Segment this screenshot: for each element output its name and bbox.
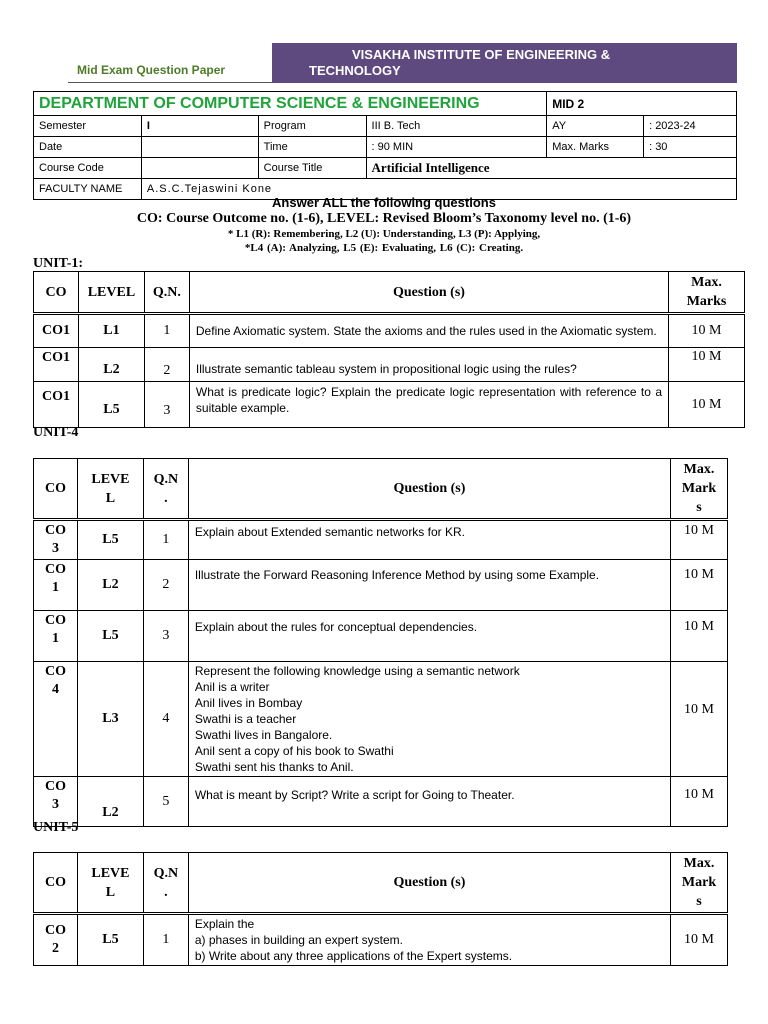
marks-cell: 10 M <box>671 611 728 662</box>
header-question: Question (s) <box>188 459 670 520</box>
instructions-heading: Answer ALL the following questions <box>272 195 496 210</box>
institute-name-line2: TECHNOLOGY <box>309 63 401 78</box>
time-label: Time <box>258 137 366 158</box>
co-cell: CO 3 <box>34 520 78 560</box>
faculty-label: FACULTY NAME <box>34 179 142 200</box>
table-row <box>34 314 745 348</box>
ay-label: AY <box>547 116 644 137</box>
level-cell: L5 <box>78 382 144 428</box>
header-co: CO <box>34 459 78 520</box>
semester-label: Semester <box>34 116 142 137</box>
institute-name-line1: VISAKHA INSTITUTE OF ENGINEERING & <box>352 47 611 62</box>
table-row <box>34 777 728 827</box>
table-row <box>34 662 728 777</box>
program-value: III B. Tech <box>366 116 547 137</box>
marks-cell: 10 M <box>671 777 728 827</box>
qn-cell: 2 <box>143 560 188 611</box>
institute-banner <box>272 43 737 83</box>
max-marks-label: Max. Marks <box>547 137 644 158</box>
co-cell: CO1 <box>34 314 79 348</box>
level-cell: L5 <box>77 520 143 560</box>
marks-cell: 10 M <box>669 314 745 348</box>
ay-value: : 2023-24 <box>644 116 737 137</box>
marks-cell: 10 M <box>671 560 728 611</box>
course-title-value: Artificial Intelligence <box>366 158 736 179</box>
question-cell: Explain the a) phases in building an expert system. b) Write about any three applications of the Expert systems. <box>188 914 670 966</box>
level-cell: L1 <box>78 314 144 348</box>
level-cell: L2 <box>77 560 143 611</box>
header-question: Question (s) <box>189 272 668 314</box>
co-cell: CO 4 <box>34 662 78 777</box>
qn-cell: 4 <box>143 662 188 777</box>
qn-cell: 2 <box>144 348 189 382</box>
co-level-legend: CO: Course Outcome no. (1-6), LEVEL: Revised Bloom’s Taxonomy level no. (1-6) <box>136 211 632 226</box>
level-cell: L5 <box>77 611 143 662</box>
header-co: CO <box>34 853 78 914</box>
level-cell: L2 <box>77 777 143 827</box>
department-name: DEPARTMENT OF COMPUTER SCIENCE & ENGINEERING <box>34 92 547 116</box>
table-row <box>34 560 728 611</box>
co-cell: CO1 <box>34 382 79 428</box>
marks-cell: 10 M <box>669 348 745 382</box>
question-cell: Explain about Extended semantic networks for KR. <box>188 520 670 560</box>
level-cell: L3 <box>77 662 143 777</box>
question-cell: Define Axiomatic system. State the axioms and the rules used in the Axiomatic system. <box>189 314 668 348</box>
level-legend-line2: *L4 (A): Analyzing, L5 (E): Evaluating, L6 (C): Creating. <box>244 242 524 254</box>
co-cell: CO 1 <box>34 611 78 662</box>
marks-cell: 10 M <box>671 662 728 777</box>
level-legend-line1: * L1 (R): Remembering, L2 (U): Understanding, L3 (P): Applying, <box>227 228 541 240</box>
unit-4-question-table <box>33 458 728 827</box>
table-row <box>34 611 728 662</box>
faculty-value: A.S.C.Tejaswini Kone <box>141 179 736 200</box>
course-code-label: Course Code <box>34 158 142 179</box>
semester-value: I <box>141 116 258 137</box>
co-cell: CO1 <box>34 348 79 382</box>
header-level: LEVEL <box>78 272 144 314</box>
exam-info-table <box>33 91 737 200</box>
header-marks: Max. Mark s <box>671 459 728 520</box>
header-qn: Q.N. <box>144 272 189 314</box>
question-cell: What is predicate logic? Explain the predicate logic representation with reference to a suitable example. <box>189 382 668 428</box>
unit-5-question-table <box>33 852 728 966</box>
unit-title: UNIT-4 <box>33 425 79 440</box>
qn-cell: 1 <box>143 520 188 560</box>
course-title-label: Course Title <box>258 158 366 179</box>
qn-cell: 3 <box>144 382 189 428</box>
table-row <box>34 914 728 966</box>
header-level: LEVE L <box>77 853 143 914</box>
question-cell: Represent the following knowledge using a semantic network Anil is a writer Anil lives in Bombay Swathi is a teacher Swathi lives in Bangalore. Anil sent a copy of his book to Swathi Swathi sent his thanks to Anil. <box>188 662 670 777</box>
header-qn: Q.N . <box>143 459 188 520</box>
question-cell: Illustrate the Forward Reasoning Inference Method by using some Example. <box>188 560 670 611</box>
qn-cell: 3 <box>143 611 188 662</box>
question-cell: What is meant by Script? Write a script for Going to Theater. <box>188 777 670 827</box>
table-row <box>34 520 728 560</box>
qn-cell: 1 <box>144 314 189 348</box>
marks-cell: 10 M <box>669 382 745 428</box>
table-row <box>34 382 745 428</box>
exam-type-label: Mid Exam Question Paper <box>77 63 226 77</box>
header-level: LEVE L <box>77 459 143 520</box>
header-question: Question (s) <box>188 853 670 914</box>
level-cell: L2 <box>78 348 144 382</box>
max-marks-value: : 30 <box>644 137 737 158</box>
qn-cell: 5 <box>143 777 188 827</box>
header-marks: Max. Marks <box>669 272 745 314</box>
level-cell: L5 <box>77 914 143 966</box>
unit-title: UNIT-5 <box>33 820 79 835</box>
question-cell: Illustrate semantic tableau system in propositional logic using the rules? <box>189 348 668 382</box>
banner-divider <box>68 82 272 83</box>
header-qn: Q.N . <box>143 853 188 914</box>
co-cell: CO 3 <box>34 777 78 827</box>
mid-number: MID 2 <box>547 92 737 116</box>
header-marks: Max. Mark s <box>671 853 728 914</box>
table-row <box>34 348 745 382</box>
co-cell: CO 1 <box>34 560 78 611</box>
marks-cell: 10 M <box>671 520 728 560</box>
course-code-value <box>141 158 258 179</box>
qn-cell: 1 <box>143 914 188 966</box>
header-co: CO <box>34 272 79 314</box>
co-cell: CO 2 <box>34 914 78 966</box>
question-cell: Explain about the rules for conceptual dependencies. <box>188 611 670 662</box>
unit-1-question-table <box>33 271 745 428</box>
date-value <box>141 137 258 158</box>
program-label: Program <box>258 116 366 137</box>
unit-title: UNIT-1: <box>33 256 84 271</box>
marks-cell: 10 M <box>671 914 728 966</box>
time-value: : 90 MIN <box>366 137 547 158</box>
date-label: Date <box>34 137 142 158</box>
